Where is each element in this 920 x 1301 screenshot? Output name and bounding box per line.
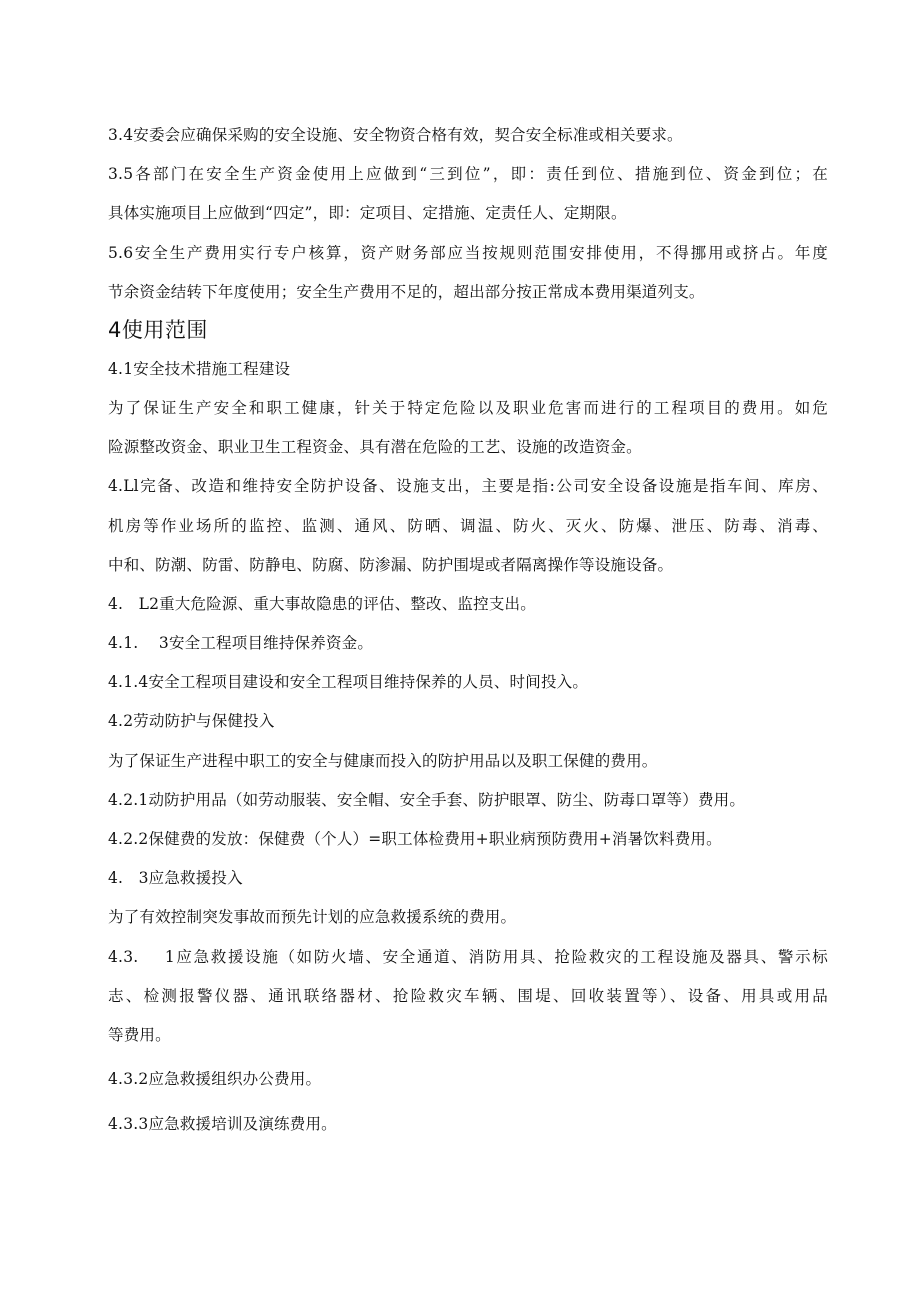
- paragraph-4-2: 为了保证生产进程中职工的安全与健康而投入的防护用品以及职工保健的费用。: [108, 752, 658, 770]
- paragraph-4-1-1-line-3: 中和、防潮、防雷、防静电、防腐、防渗漏、防护围堤或者隔离操作等设施设备。: [108, 556, 674, 574]
- paragraph-4-1-2: 4. L2重大危险源、重大事故隐患的评估、整改、监控支出。: [108, 595, 536, 613]
- subheading-4-3: 4. 3应急救援投入: [108, 869, 243, 887]
- paragraph-3-5-line-2: 具体实施项目上应做到“四定”，即：定项目、定措施、定责任人、定期限。: [108, 204, 627, 222]
- paragraph-4-2-1: 4.2.1动防护用品（如劳动服装、安全帽、安全手套、防护眼罩、防尘、防毒口罩等）费用。: [108, 791, 746, 809]
- paragraph-4-3-1-line-2: 志、检测报警仪器、通讯联络器材、抢险救灾车辆、围堤、回收装置等）、设备、用具或用品: [108, 987, 828, 1005]
- paragraph-4-1-3: 4.1. 3安全工程项目维持保养资金。: [108, 634, 374, 652]
- paragraph-4-1-line-1: 为了保证生产安全和职工健康，针关于特定危险以及职业危害而进行的工程项目的费用。如危: [108, 399, 828, 417]
- paragraph-4-3: 为了有效控制突发事故而预先计划的应急救援系统的费用。: [108, 908, 517, 926]
- paragraph-4-3-1-line-1: 4.3. 1应急救援设施（如防火墙、安全通道、消防用具、抢险救灾的工程设施及器具、警示标: [108, 948, 828, 966]
- paragraph-3-5-line-1: 3.5各部门在安全生产资金使用上应做到“三到位”，即：责任到位、措施到位、资金到位；在: [108, 165, 828, 183]
- paragraph-4-1-1-line-1: 4.Ll完备、改造和维持安全防护设备、设施支出，主要是指:公司安全设备设施是指车间、库房、: [108, 477, 828, 495]
- paragraph-4-1-1-line-2: 机房等作业场所的监控、监测、通风、防晒、调温、防火、灭火、防爆、泄压、防毒、消毒、: [108, 517, 828, 535]
- paragraph-4-2-2: 4.2.2保健费的发放：保健费（个人）=职工体检费用+职业病预防费用+消暑饮料费用。: [108, 830, 722, 848]
- paragraph-4-3-1-line-3: 等费用。: [108, 1026, 171, 1044]
- paragraph-4-1-line-2: 险源整改资金、职业卫生工程资金、具有潜在危险的工艺、设施的改造资金。: [108, 438, 642, 456]
- subheading-4-1: 4.1安全技术措施工程建设: [108, 360, 291, 378]
- section-heading-usage-scope: 4使用范围: [108, 318, 208, 342]
- paragraph-4-3-2: 4.3.2应急救援组织办公费用。: [108, 1070, 322, 1088]
- paragraph-3-4: 3.4安委会应确保采购的安全设施、安全物资合格有效，契合安全标准或相关要求。: [108, 126, 683, 144]
- paragraph-5-6-line-2: 节余资金结转下年度使用；安全生产费用不足的，超出部分按正常成本费用渠道列支。: [108, 283, 705, 301]
- paragraph-4-3-3: 4.3.3应急救援培训及演练费用。: [108, 1115, 337, 1133]
- paragraph-4-1-4: 4.1.4安全工程项目建设和安全工程项目维持保养的人员、时间投入。: [108, 673, 589, 691]
- subheading-4-2: 4.2劳动防护与保健投入: [108, 712, 275, 730]
- paragraph-5-6-line-1: 5.6安全生产费用实行专户核算，资产财务部应当按规则范围安排使用，不得挪用或挤占。年度: [108, 244, 828, 262]
